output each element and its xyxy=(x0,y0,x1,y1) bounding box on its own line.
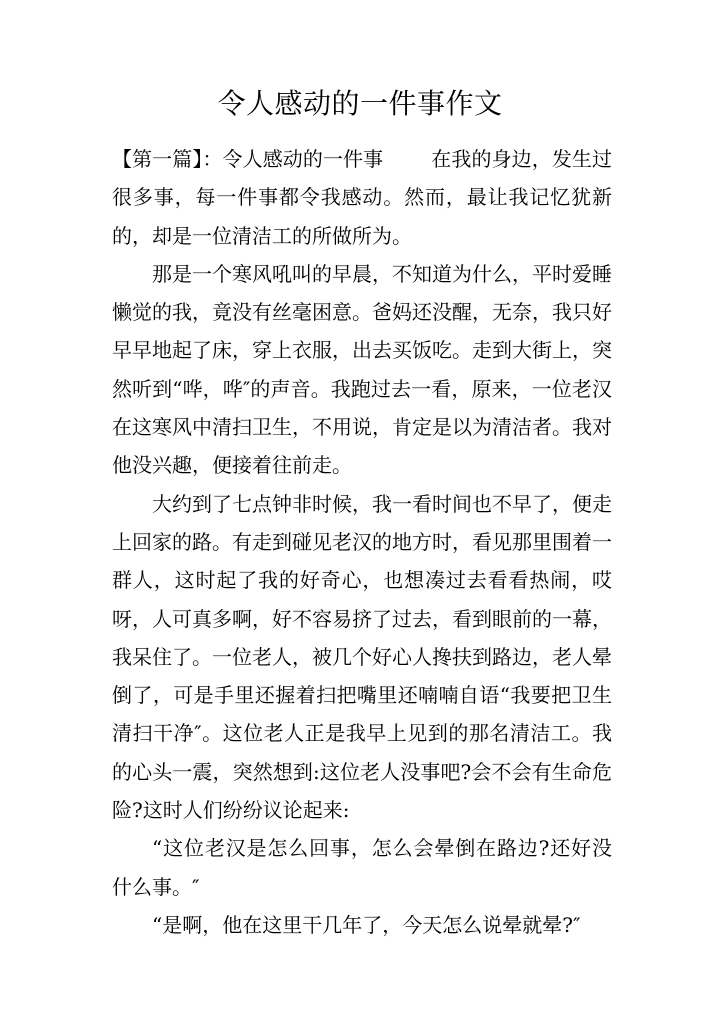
intro-paragraph xyxy=(112,140,612,255)
paragraph-quote-2: “是啊，他在这里干几年了，今天怎么说晕就晕?″ xyxy=(152,912,581,937)
intro-heading: 【第一篇】：令人感动的一件事 xyxy=(112,147,384,171)
document-title: 令人感动的一件事作文 xyxy=(217,87,503,120)
intro-text: 在我的身边，发生过很多事，每一件事都令我感动。然而，最让我记忆犹新的，却是一位清洁工的所做所为。 xyxy=(112,147,613,248)
paragraph-quote-1: “这位老汉是怎么回事，怎么会晕倒在路边?还好没什么事。″ xyxy=(112,836,612,899)
document-body xyxy=(112,140,612,944)
paragraph-return-home: 大约到了七点钟非时候，我一看时间也不早了，便走上回家的路。有走到碰见老汉的地方时，看见那里围着一群人，这时起了我的好奇心，也想凑过去看看热闹，哎呀，人可真多啊，好不容易挤了过去，看到眼前的一幕，我呆住了。一位老人，被几个好心人搀扶到路边，老人晕倒了，可是手里还握着扫把嘴里还喃喃自语“我要把卫生清扫干净″。这位老人正是我早上见到的那名清洁工。我的心头一震，突然想到:这位老人没事吧?会不会有生命危险?这时人们纷纷议论起来: xyxy=(112,491,612,823)
paragraph-morning: 那是一个寒风吼叫的早晨，不知道为什么，平时爱睡懒觉的我，竟没有丝毫困意。爸妈还没醒，无奈，我只好早早地起了床，穿上衣服，出去买饭吃。走到大街上，突然听到“哗，哗″的声音。我跑过去一看，原来，一位老汉在这寒风中清扫卫生，不用说，肯定是以为清洁者。我对他没兴趣，便接着往前走。 xyxy=(112,261,612,478)
